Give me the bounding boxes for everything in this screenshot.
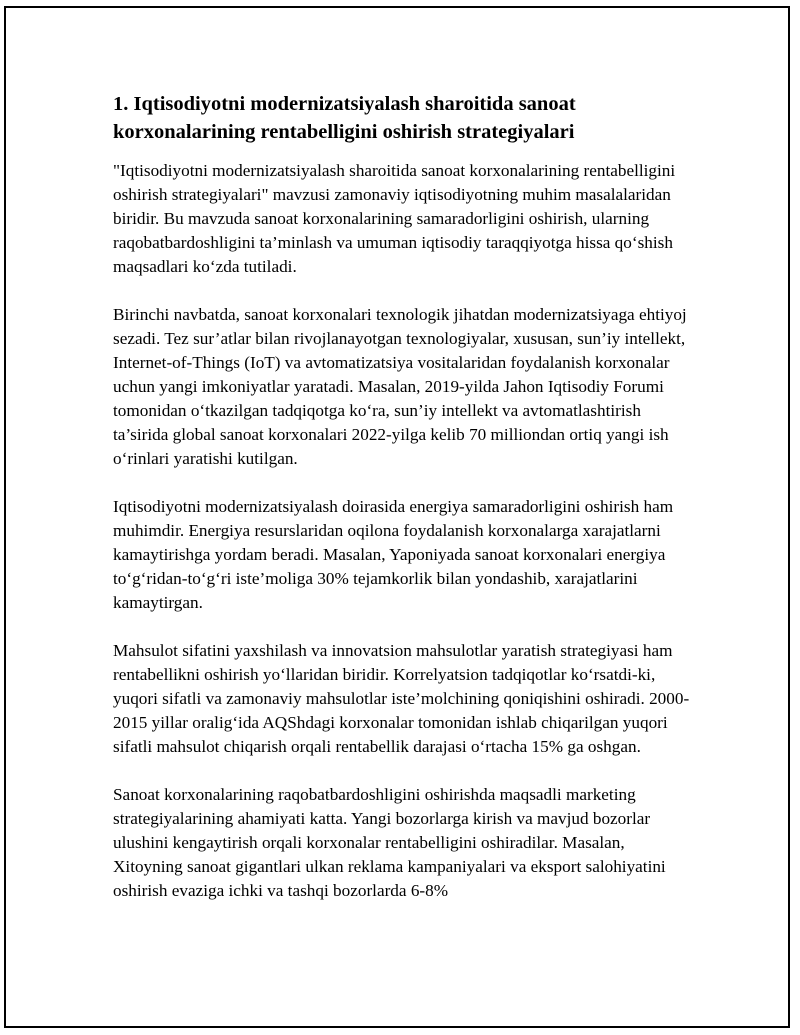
paragraph-energy: Iqtisodiyotni modernizatsiyalash doirasida energiya samaradorligini oshirish ham muhimdir. Energiya resurslaridan oqilona foydalanish korxonalarga xarajatlarni kamaytirishga yordam beradi. Masalan, Yaponiyada sanoat korxonalari energiya to‘g‘ridan-to‘g‘ri iste’moliga 30% tejamkorlik bilan yondashib, xarajatlarini kamaytirgan.: [113, 497, 674, 612]
paragraph-intro: "Iqtisodiyotni modernizatsiyalash sharoitida sanoat korxonalarining rentabelligini oshirish strategiyalari" mavzusi zamonaviy iqtisodiyotning muhim masalalaridan biridir. Bu mavzuda sanoat korxonalarining samaradorligini oshirish, ularning raqobatbardoshligini ta’minlash va umuman iqtisodiy taraqqiyotga hissa qo‘shish maqsadlari ko‘zda tutiladi.: [113, 161, 676, 276]
paragraph-technology: Birinchi navbatda, sanoat korxonalari texnologik jihatdan modernizatsiyaga ehtiyoj sezadi. Tez sur’atlar bilan rivojlanayotgan texnologiyalar, xususan, sun’iy intellekt, Internet-of-Things (IoT) va avtomatizatsiya vositalaridan foydalanish korxonalar uchun yangi imkoniyatlar yaratadi. Masalan, 2019-yilda Jahon Iqtisodiy Forumi tomonidan o‘tkazilgan tadqiqotga ko‘ra, sun’iy intellekt va avtomatlashtirish ta’sirida global sanoat korxonalari 2022-yilga kelib 70 milliondan ortiq yangi ish o‘rinlari yaratishi kutilgan.: [113, 305, 687, 468]
section-heading: 1. Iqtisodiyotni modernizatsiyalash sharoitida sanoat korxonalarining rentabelligini oshirish strategiyalari: [113, 93, 576, 143]
paragraph-marketing: Sanoat korxonalarining raqobatbardoshligini oshirishda maqsadli marketing strategiyalarining ahamiyati katta. Yangi bozorlarga kirish va mavjud bozorlar ulushini kengaytirish orqali korxonalar rentabelligini oshiradilar. Masalan, Xitoyning sanoat gigantlari ulkan reklama kampaniyalari va eksport salohiyatini oshirish evaziga ichki va tashqi bozorlarda 6-8%: [113, 785, 666, 900]
document-body: [113, 90, 693, 927]
paragraph-quality: Mahsulot sifatini yaxshilash va innovatsion mahsulotlar yaratish strategiyasi ham rentabellikni oshirish yo‘llaridan biridir. Korrelyatsion tadqiqotlar ko‘rsatdi-ki, yuqori sifatli va zamonaviy mahsulotlar iste’molchining qoniqishini oshiradi. 2000-2015 yillar oralig‘ida AQShdagi korxonalar tomonidan ishlab chiqarilgan yuqori sifatli mahsulot chiqarish orqali rentabellik darajasi o‘rtacha 15% ga oshgan.: [113, 641, 690, 756]
